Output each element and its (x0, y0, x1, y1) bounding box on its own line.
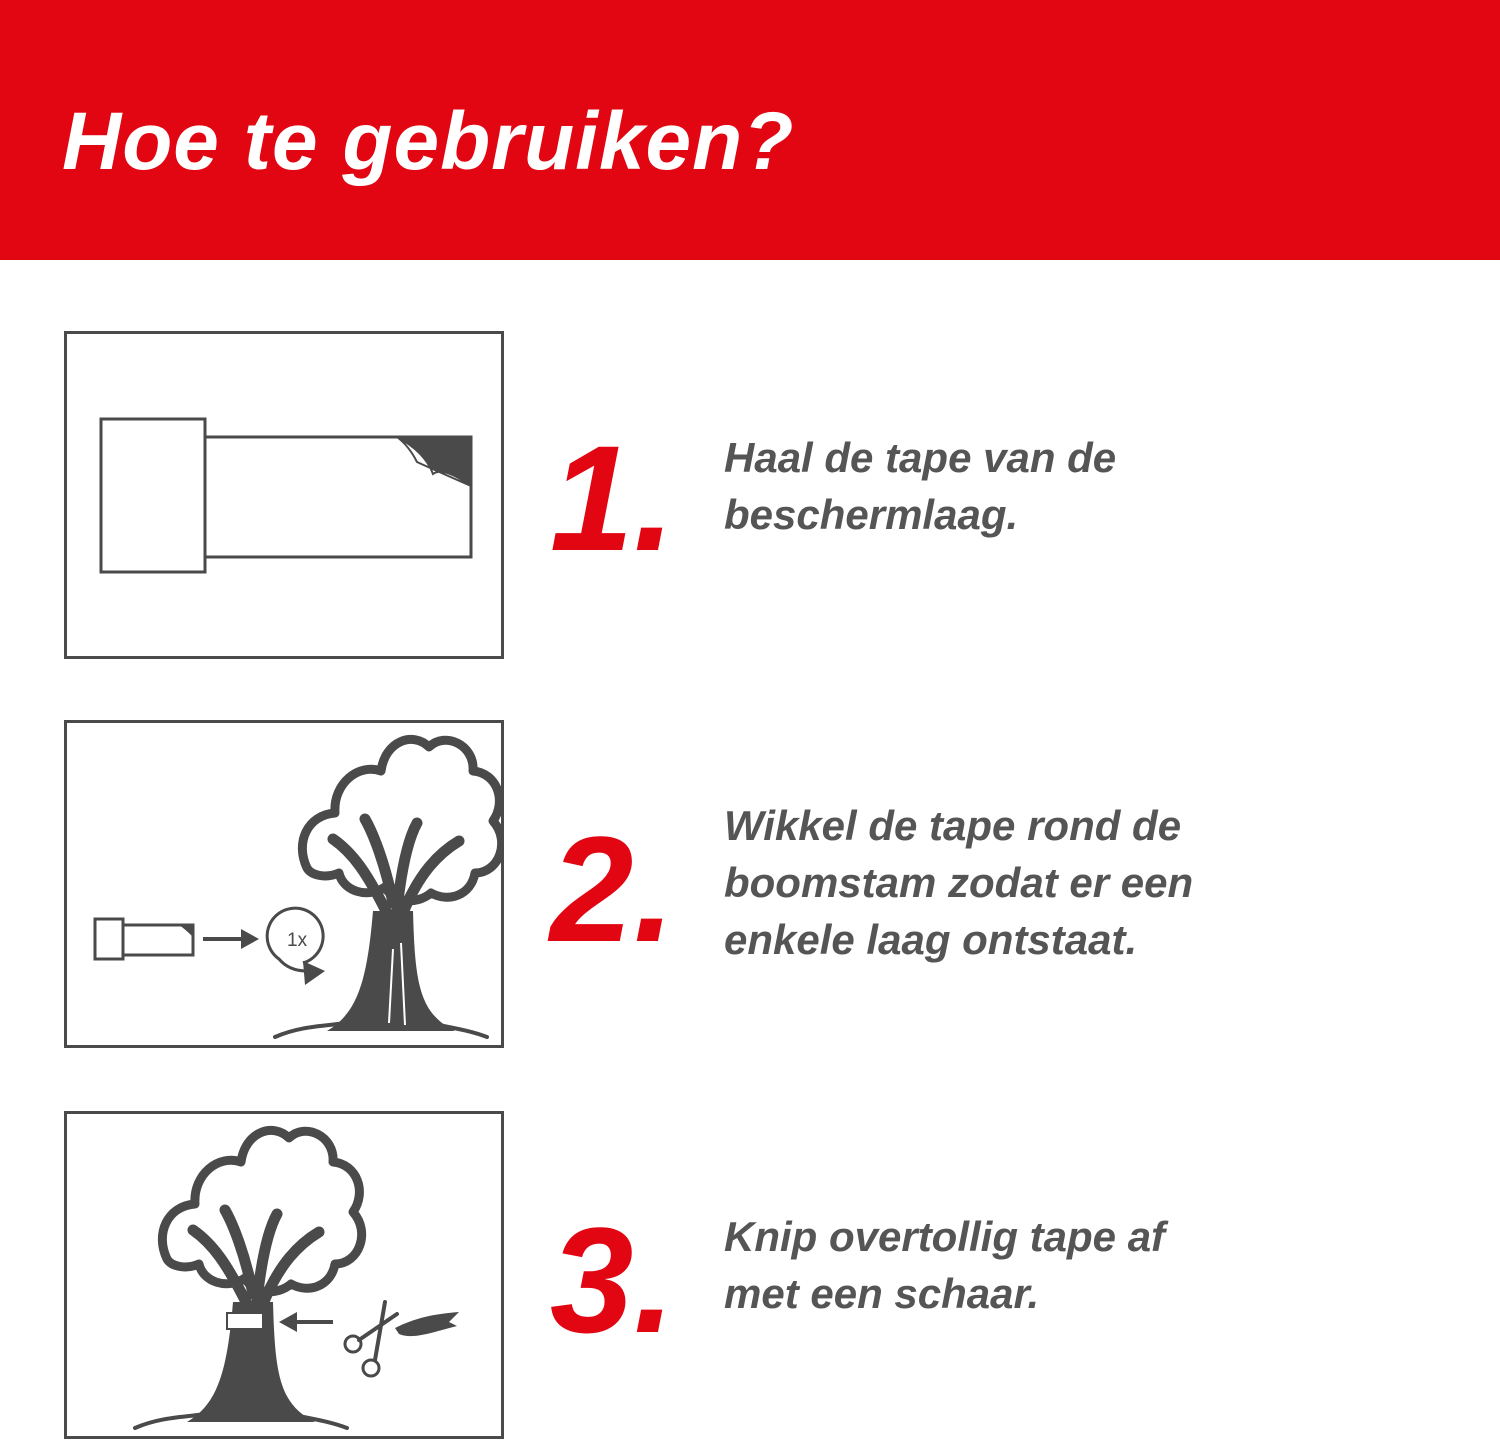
arrow-right-icon (203, 929, 259, 949)
tree-icon (135, 1130, 362, 1428)
tree-icon (275, 739, 501, 1037)
rotate-badge: 1x (287, 930, 308, 951)
step-3-text-line: met een schaar. (724, 1270, 1040, 1317)
step-1-number: 1. (550, 414, 676, 582)
step-1-text (724, 429, 1444, 543)
tape-roll-icon (95, 919, 193, 959)
step-1-text-line: Haal de tape van de (724, 434, 1117, 481)
tape-band (227, 1313, 263, 1329)
scissors-icon (345, 1302, 459, 1376)
page-title: Hoe te gebruiken? (62, 96, 795, 187)
rotate-once-icon (267, 908, 325, 985)
arrow-left-icon (279, 1312, 333, 1332)
step-2-number: 2. (550, 805, 676, 973)
step-2-text-line: boomstam zodat er een (724, 859, 1194, 906)
step-2-text-line: enkele laag ontstaat. (724, 916, 1138, 963)
step-3-illustration (64, 1111, 504, 1439)
step-3-number: 3. (550, 1196, 676, 1364)
step-2-text (724, 797, 1444, 968)
step-1-text-line: beschermlaag. (724, 491, 1019, 538)
header-banner (0, 0, 1500, 260)
step-3-text (724, 1208, 1444, 1322)
step-1-illustration (64, 331, 504, 659)
step-2-illustration (64, 720, 504, 1048)
step-2-text-line: Wikkel de tape rond de (724, 802, 1182, 849)
step-3-text-line: Knip overtollig tape af (724, 1213, 1166, 1260)
tree-cut-icon (67, 1114, 501, 1436)
tape-peel-icon (67, 334, 501, 656)
tree-wrap-icon (67, 723, 501, 1045)
